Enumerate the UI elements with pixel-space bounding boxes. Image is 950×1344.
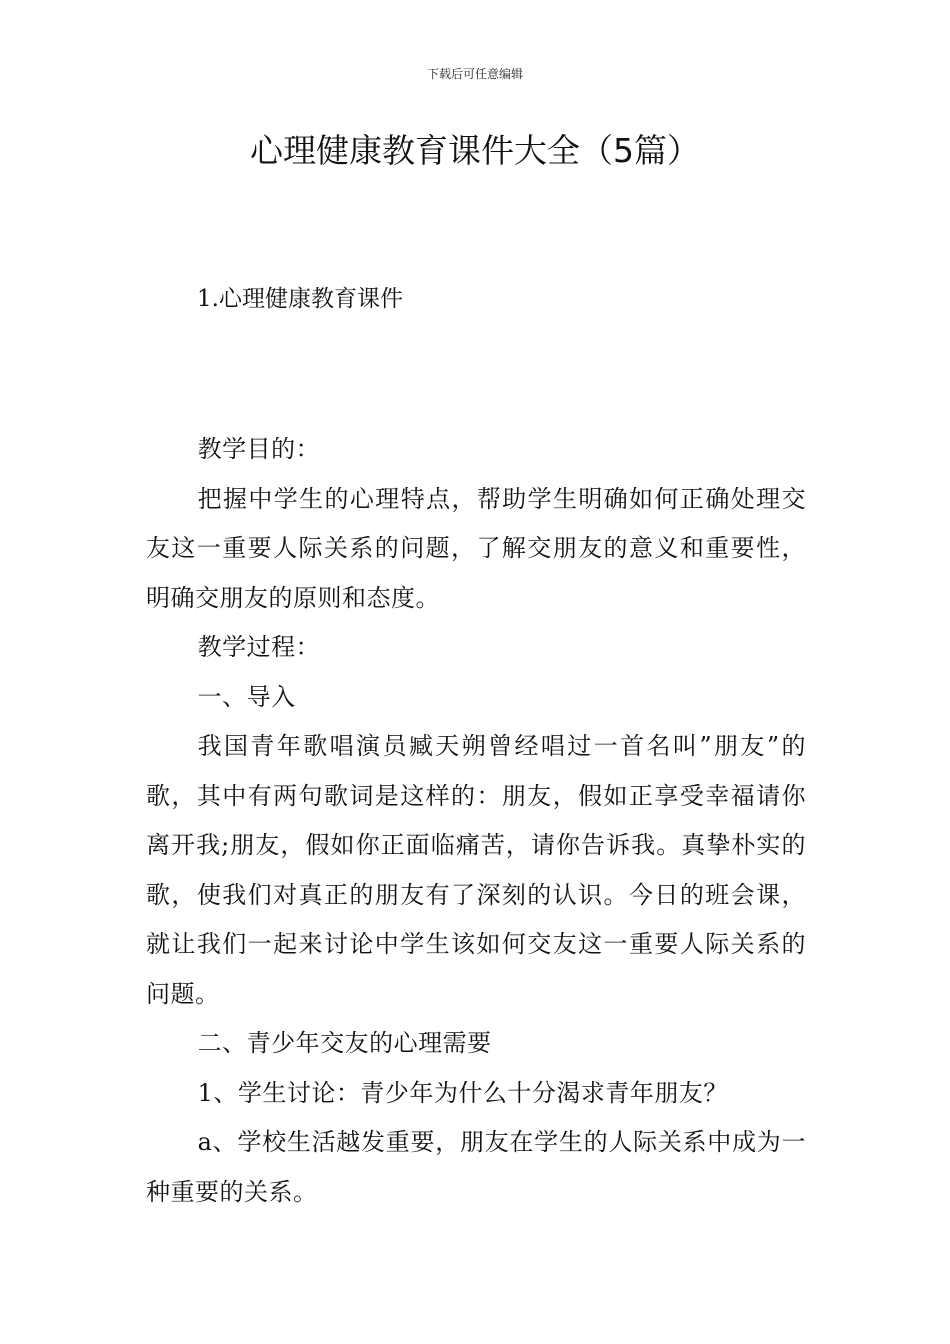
paragraph-point-a: a、学校生活越发重要，朋友在学生的人际关系中成为一种重要的关系。 (146, 1128, 806, 1206)
paragraph-teaching-goal: 把握中学生的心理特点，帮助学生明确如何正确处理交友这一重要人际关系的问题，了解交朋友的意义和重要性，明确交朋友的原则和态度。 (146, 484, 806, 612)
section-heading: 1.心理健康教育课件 (197, 286, 403, 312)
paragraph-section-two: 二、青少年交友的心理需要 (197, 1029, 492, 1057)
paragraph-discussion: 1、学生讨论：青少年为什么十分渴求青年朋友？ (197, 1078, 728, 1107)
paragraph-section-intro: 一、导入 (197, 682, 296, 711)
body-text (146, 425, 806, 1217)
paragraph-teaching-process-label: 教学过程： (197, 633, 321, 661)
paragraph-teaching-goal-label: 教学目的： (197, 435, 321, 463)
document-title: 心理健康教育课件大全（5篇） (250, 131, 700, 170)
header-note: 下载后可任意编辑 (426, 67, 523, 81)
paragraph-intro-text: 我国青年歌唱演员臧天朔曾经唱过一首名叫”朋友”的歌，其中有两句歌词是这样的：朋友，假如正享受幸福请你离开我;朋友，假如你正面临痛苦，请你告诉我。真挚朴实的歌，使我们对真正的朋友有了深刻的认识。今日的班会课，就让我们一起来讨论中学生该如何交友这一重要人际关系的问题。 (146, 732, 806, 1008)
